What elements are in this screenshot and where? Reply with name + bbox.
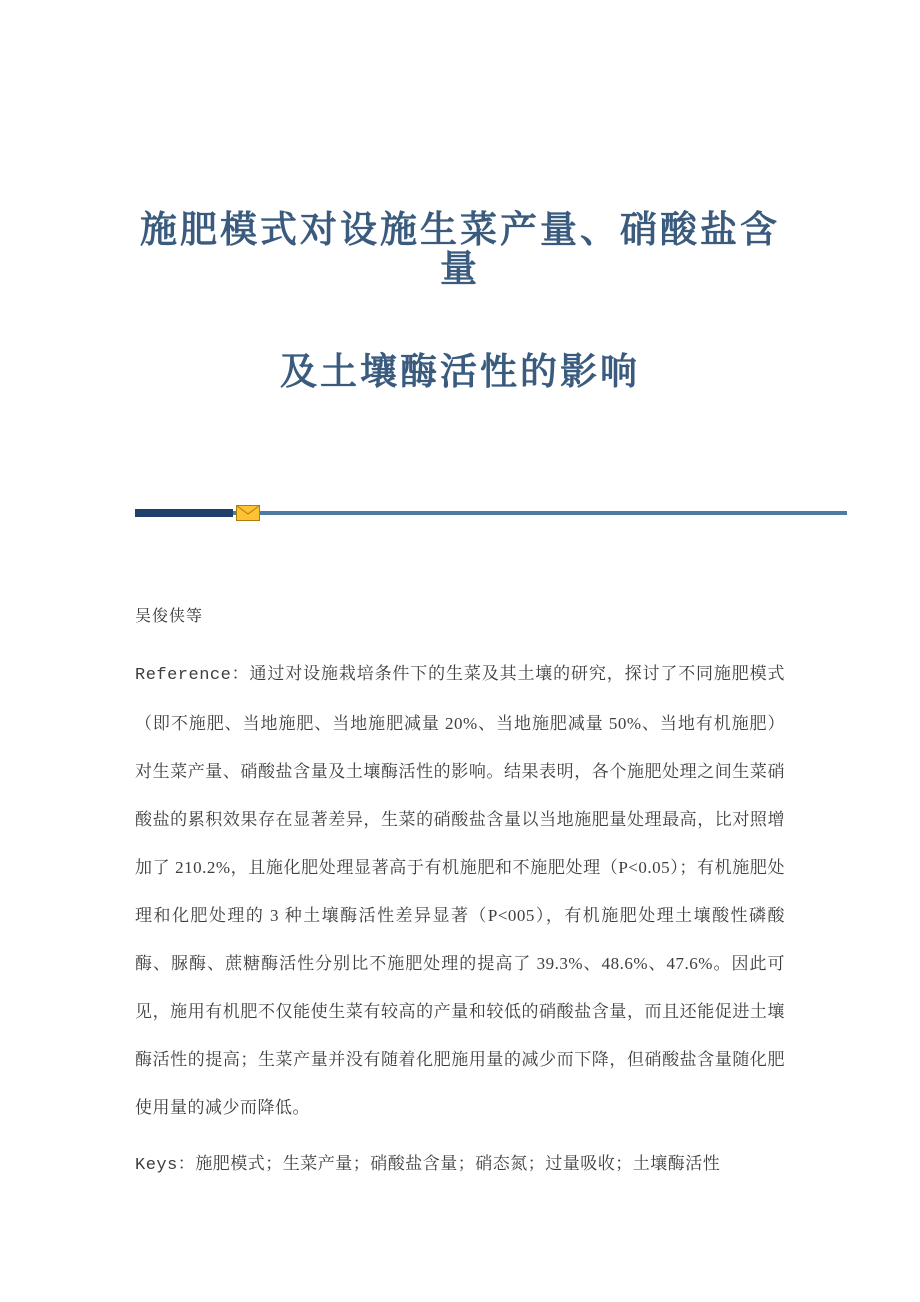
abstract-paragraph: [135, 650, 785, 1132]
page-title: [135, 212, 785, 393]
title-divider: [135, 505, 847, 520]
abstract-text: 通过对设施栽培条件下的生菜及其土壤的研究，探讨了不同施肥模式（即不施肥、当地施肥、当地施肥减量 20%、当地施肥减量 50%、当地有机施肥）对生菜产量、硝酸盐含量及土壤酶活性的影响。结果表明，各个施肥处理之间生菜硝酸盐的累积效果存在显著差异，生菜的硝酸盐含量以当地施肥量处理最高，比对照增加了 210.2%，且施化肥处理显著高于有机施肥和不施肥处理（P<0.05）；有机施肥处理和化肥处理的 3 种土壤酶活性差异显著（P<005），有机施肥处理土壤酸性磷酸酶、脲酶、蔗糖酶活性分别比不施肥处理的提高了 39.3%、48.6%、47.6%。因此可见，施用有机肥不仅能使生菜有较高的产量和较低的硝酸盐含量，而且还能促进土壤酶活性的提高；生菜产量并没有随着化肥施用量的减少而下降，但硝酸盐含量随化肥使用量的减少而降低。: [135, 663, 785, 1117]
keywords-text: 施肥模式；生菜产量；硝酸盐含量；硝态氮；过量吸收；土壤酶活性: [195, 1153, 721, 1173]
author-text: 吴俊侠等: [135, 607, 204, 625]
keywords-label: Keys：: [135, 1155, 196, 1175]
abstract-label: Reference：: [135, 665, 250, 685]
keywords-line: [135, 1140, 785, 1190]
envelope-icon: [236, 505, 260, 521]
divider-accent-bar: [135, 509, 233, 517]
page-title-line2: 及土壤酶活性的影响: [280, 351, 640, 393]
page-title-line1: 施肥模式对设施生菜产量、硝酸盐含量: [140, 210, 780, 290]
